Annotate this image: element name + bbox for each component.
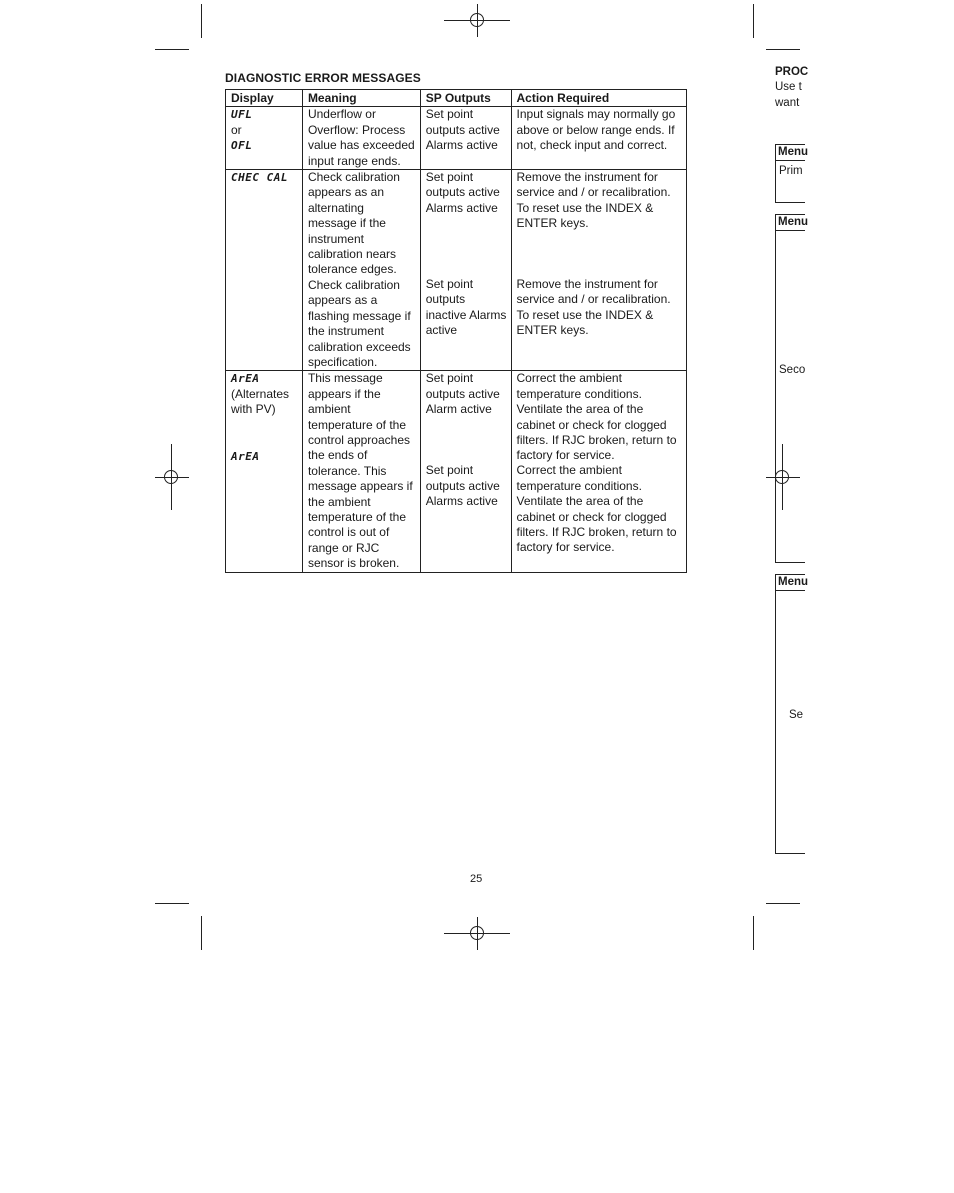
header-action-required: Action Required	[511, 90, 686, 107]
adjacent-menu-header: Menu	[776, 215, 805, 231]
action-part: Remove the instrument for service and / or recalibration. To reset use the INDEX & ENTER keys.	[516, 277, 671, 338]
lcd-code: ArEA	[231, 372, 260, 386]
table-header-row	[226, 90, 687, 107]
adjacent-page-text: want	[775, 97, 800, 109]
table-row	[226, 170, 687, 371]
adjacent-menu-box	[775, 574, 809, 854]
registration-circle	[470, 926, 484, 940]
display-note: (Alternates with PV)	[231, 386, 290, 417]
crop-mark	[753, 916, 754, 950]
sp-outputs-part: Set point outputs active Alarms active	[425, 170, 500, 215]
sp-outputs-cell	[420, 371, 511, 572]
sp-outputs-cell: Set point outputs active Alarms active	[420, 107, 511, 170]
action-part: Remove the instrument for service and / or recalibration. To reset use the INDEX & ENTER keys.	[516, 170, 671, 231]
header-meaning: Meaning	[302, 90, 420, 107]
lcd-code: UFL	[231, 108, 253, 122]
page-number: 25	[470, 873, 483, 885]
adjacent-menu-header: Menu	[776, 575, 805, 591]
meaning-part: Check calibration appears as an alternating message if the instrument calibration nears tolerance edges.	[307, 170, 400, 277]
adjacent-page-title: PROC	[775, 66, 809, 78]
registration-circle	[164, 470, 178, 484]
display-joiner: or	[231, 122, 242, 137]
lcd-code: CHEC CAL	[231, 171, 288, 185]
display-cell	[226, 170, 303, 371]
crop-mark	[753, 4, 754, 38]
table-row	[226, 371, 687, 572]
diagnostic-error-table	[225, 89, 687, 573]
sp-outputs-part: Set point outputs inactive Alarms active	[425, 277, 507, 338]
crop-mark	[766, 49, 800, 50]
crop-mark	[155, 903, 189, 904]
display-cell	[226, 107, 303, 170]
crop-mark	[766, 903, 800, 904]
sp-outputs-cell	[420, 170, 511, 371]
adjacent-menu-label: Prim	[779, 165, 803, 177]
meaning-part: Check calibration appears as a flashing message if the instrument calibration exceeds specification.	[307, 277, 411, 369]
lcd-code: ArEA	[231, 449, 260, 463]
adjacent-page-text: Use t	[775, 81, 802, 93]
adjacent-menu-box	[775, 214, 809, 563]
display-cell	[226, 371, 303, 572]
meaning-cell	[302, 170, 420, 371]
section-heading: DIAGNOSTIC ERROR MESSAGES	[225, 71, 421, 85]
crop-mark	[201, 4, 202, 38]
action-cell: Input signals may normally go above or below range ends. If not, check input and correct.	[511, 107, 686, 170]
action-cell	[511, 170, 686, 371]
action-cell	[511, 371, 686, 572]
adjacent-menu-box	[775, 144, 809, 203]
crop-mark	[155, 49, 189, 50]
registration-circle	[470, 13, 484, 27]
header-display: Display	[226, 90, 303, 107]
crop-mark	[201, 916, 202, 950]
adjacent-menu-label: Se	[789, 709, 804, 721]
header-sp-outputs: SP Outputs	[420, 90, 511, 107]
sp-outputs-part: Set point outputs active Alarm active	[425, 371, 500, 417]
meaning-cell: This message appears if the ambient temperature of the control approaches the ends of tolerance. This message appears if the ambient temperature of the control is out of range or RJC sensor is broken.	[302, 371, 420, 572]
table-row	[226, 107, 687, 170]
meaning-cell: Underflow or Overflow: Process value has exceeded input range ends.	[302, 107, 420, 170]
sp-outputs-part: Set point outputs active Alarms active	[425, 463, 500, 509]
adjacent-menu-label: Seco	[779, 364, 806, 376]
action-part: Correct the ambient temperature conditions. Ventilate the area of the cabinet or check for clogged filters. If RJC broken, return to factory for service.	[516, 371, 677, 463]
action-part: Correct the ambient temperature conditions. Ventilate the area of the cabinet or check for clogged filters. If RJC broken, return to factory for service.	[516, 463, 677, 555]
adjacent-menu-header: Menu	[776, 145, 805, 161]
lcd-code: OFL	[231, 139, 253, 153]
